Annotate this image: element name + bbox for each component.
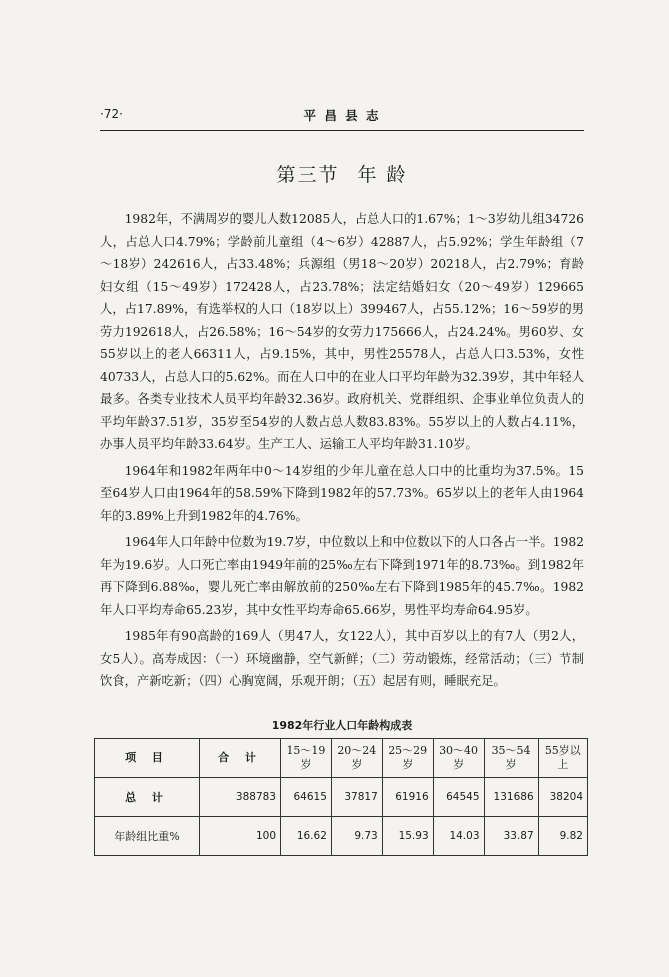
paragraph: 1985年有90高龄的169人（男47人，女122人），其中百岁以上的有7人（男2人，女5人）。高寿成因：（一）环境幽静，空气新鲜；（二）劳动锻炼，经常活动；（三）节制饮食，产新吃新；（四）心胸宽阔，乐观开朗；（五）起居有则，睡眠充足。 bbox=[100, 629, 584, 688]
header-cell-item: 项 目 bbox=[95, 739, 200, 778]
paragraph: 1964年和1982年两年中0～14岁组的少年儿童在总人口中的比重均为37.5%。15至64岁人口由1964年的58.59%下降到1982年的57.73%。65岁以上的老年人由1964年的3.89%上升到1982年的4.76%。 bbox=[100, 463, 584, 523]
table-cell: 38204 bbox=[538, 778, 587, 817]
page-number: ·72· bbox=[100, 107, 123, 121]
section-number: 第三节 bbox=[276, 164, 340, 186]
paragraph: 1964年人口年龄中位数为19.7岁，中位数以上和中位数以下的人口各占一半。1982年为19.6岁。人口死亡率由1949年前的25‰左右下降到1971年的8.73‰。到1982年再下降到6.88‰，婴儿死亡率由解放前的250‰左右下降到1985年的45.7‰。1982年人口平均寿命65.23岁，其中女性平均寿命65.66岁，男性平均寿命64.95岁。 bbox=[100, 535, 584, 617]
header-cell-35-54: 35～54岁 bbox=[484, 739, 538, 778]
table-cell: 9.82 bbox=[538, 817, 587, 856]
section-topic: 年 龄 bbox=[357, 164, 408, 186]
header-cell-total: 合 计 bbox=[200, 739, 281, 778]
table-title: 1982年行业人口年龄构成表 bbox=[271, 719, 413, 732]
body-text bbox=[100, 208, 584, 697]
table-cell: 16.62 bbox=[281, 817, 332, 856]
table-cell: 33.87 bbox=[484, 817, 538, 856]
table-cell: 64615 bbox=[281, 778, 332, 817]
table-cell: 15.93 bbox=[382, 817, 433, 856]
table-cell: 9.73 bbox=[331, 817, 382, 856]
book-title: 平 昌 县 志 bbox=[303, 108, 381, 123]
header-cell-25-29: 25～29岁 bbox=[382, 739, 433, 778]
header-rule bbox=[100, 130, 584, 131]
header-cell-15-19: 15～19岁 bbox=[281, 739, 332, 778]
running-header bbox=[100, 104, 584, 128]
header-cell-55-plus: 55岁以上 bbox=[538, 739, 587, 778]
table-row-share bbox=[95, 817, 588, 856]
row-label: 总 计 bbox=[95, 778, 200, 817]
table-cell: 64545 bbox=[433, 778, 484, 817]
table-header-row bbox=[95, 739, 588, 778]
header-cell-20-24: 20～24岁 bbox=[331, 739, 382, 778]
table-cell: 131686 bbox=[484, 778, 538, 817]
table-cell: 100 bbox=[200, 817, 281, 856]
section-title bbox=[100, 160, 584, 187]
table-row-total bbox=[95, 778, 588, 817]
row-label: 年龄组比重% bbox=[95, 817, 200, 856]
header-cell-30-40: 30～40岁 bbox=[433, 739, 484, 778]
table-cell: 14.03 bbox=[433, 817, 484, 856]
paragraph: 1982年，不满周岁的婴儿人数12085人，占总人口的1.67%；1～3岁幼儿组34726人，占总人口4.79%；学龄前儿童组（4～6岁）42887人，占5.92%；学生年龄组（7～18岁）242616人，占33.48%；兵源组（男18～20岁）20218人，占2.79%；育龄妇女组（15～49岁）172428人，占23.78%；法定结婚妇女（20～49岁）129665人，占17.89%，有选举权的人口（18岁以上）399467人，占55.12%；16～59岁的男劳力192618人，占26.58%；16～54岁的女劳力175666人，占24.24%。男60岁、女55岁以上的老人66311人，占9.15%，其中，男性25578人，占总人口3.53%，女性40733人，占总人口的5.62%。而在人口中的在业人口平均年龄为32.39岁，其中年轻人最多。各类专业技术人员平均年龄32.36岁。政府机关、党群组织、企事业单位负责人的平均年龄37.51岁，35岁至54岁的人数占总人数83.83%。55岁以上的人数占4.11%，办事人员平均年龄33.64岁。生产工人、运输工人平均年龄31.10岁。 bbox=[100, 212, 584, 451]
table-cell: 61916 bbox=[382, 778, 433, 817]
age-structure-table bbox=[94, 738, 588, 856]
table-cell: 37817 bbox=[331, 778, 382, 817]
table-cell: 388783 bbox=[200, 778, 281, 817]
